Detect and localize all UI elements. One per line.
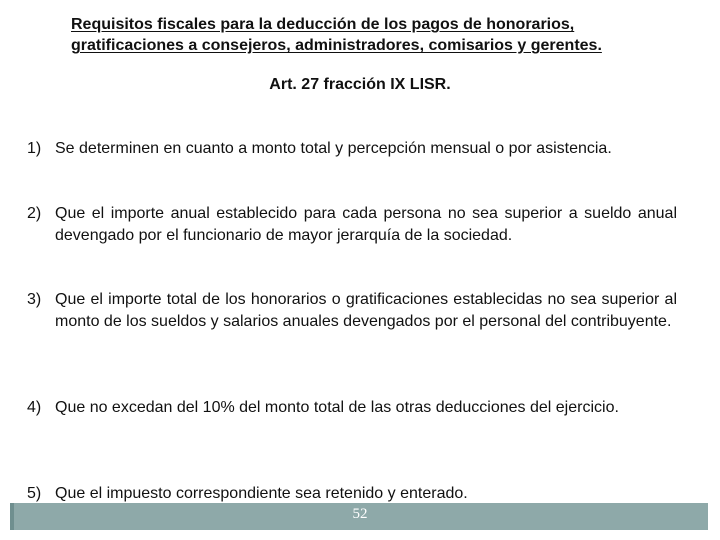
slide-subtitle: Art. 27 fracción IX LISR. — [269, 76, 451, 93]
list-item-number: 5) — [27, 485, 42, 502]
page-number: 52 — [352, 506, 368, 522]
list-item — [27, 203, 677, 247]
slide-title: Requisitos fiscales para la deducción de los pagos de honorarios, gratificaciones a consejeros, administradores, comisarios y gerentes. — [71, 16, 602, 54]
list-item-number: 1) — [27, 140, 42, 157]
list-item-number: 2) — [27, 205, 42, 222]
list-item-text: Se determinen en cuanto a monto total y percepción mensual o por asistencia. — [55, 140, 612, 157]
list-item — [27, 483, 677, 505]
list-item — [27, 289, 677, 333]
list-item — [27, 138, 677, 160]
list-item-number: 4) — [27, 399, 42, 416]
list-item-text: Que el importe anual establecido para cada persona no sea superior a sueldo anual devengado por el funcionario de mayor jerarquía de la sociedad. — [55, 205, 677, 244]
list-item-text: Que el impuesto correspondiente sea retenido y enterado. — [55, 485, 468, 502]
list-item-text: Que el importe total de los honorarios o gratificaciones establecidas no sea superior al monto de los sueldos y salarios anuales devengados por el personal del contribuyente. — [55, 291, 677, 330]
list-item-number: 3) — [27, 291, 42, 308]
list-item-text: Que no excedan del 10% del monto total de las otras deducciones del ejercicio. — [55, 399, 619, 416]
list-item — [27, 397, 677, 419]
